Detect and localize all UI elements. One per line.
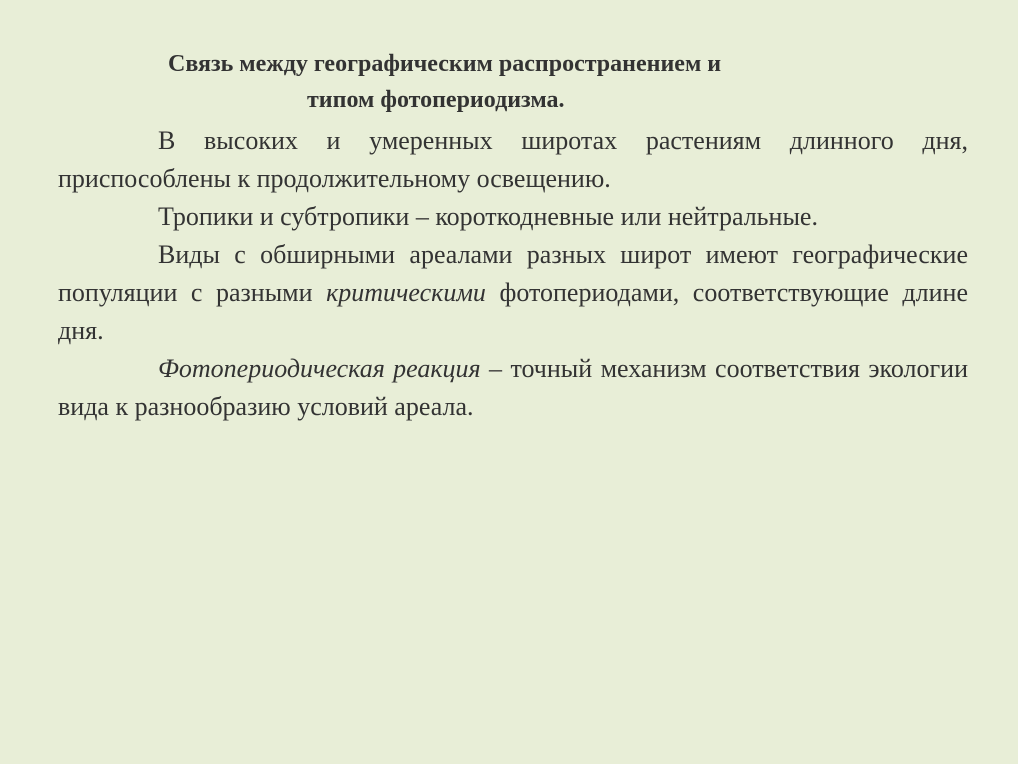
paragraph-4-emphasis: Фотопериодическая реакция xyxy=(158,354,481,383)
title-line-2: типом фотопериодизма. xyxy=(307,87,565,113)
paragraph-photoperiodic-reaction xyxy=(58,350,968,426)
paragraph-3-emphasis: критическими xyxy=(326,278,486,307)
paragraph-4-text: – точный механизм соответствия экологии вида к разнообразию условий ареала. xyxy=(58,354,968,421)
paragraph-high-latitudes xyxy=(58,122,968,198)
title-line-1: Связь между географическим распространением и xyxy=(168,51,722,77)
paragraph-2-text: Тропики и субтропики – короткодневные или нейтральные. xyxy=(158,202,818,231)
paragraph-3-text-end: фотопериодами, соответствующие длине дня. xyxy=(58,278,968,345)
paragraph-wide-ranges xyxy=(58,236,968,350)
paragraph-tropics xyxy=(58,198,968,236)
paragraph-1-text: В высоких и умеренных широтах растениям длинного дня, приспособлены к продолжительному освещению. xyxy=(58,126,968,193)
paragraph-3-text-start: Виды с обширными ареалами разных широт имеют географические популяции с разными xyxy=(58,240,968,307)
slide-title xyxy=(58,46,968,118)
slide-content xyxy=(58,46,968,426)
